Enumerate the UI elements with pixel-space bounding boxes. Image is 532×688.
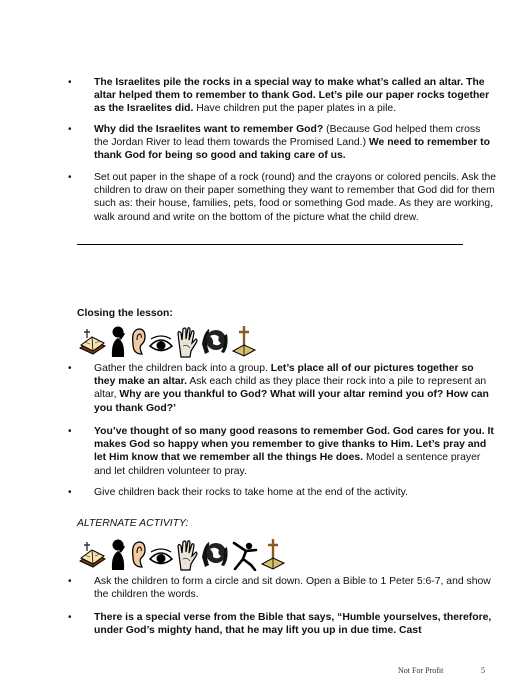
- praying-child-icon: [108, 324, 128, 358]
- ear-icon: [129, 324, 147, 358]
- bullet-text: [76, 362, 496, 415]
- bible-icon: [77, 537, 107, 571]
- bullet-dot: •: [68, 172, 72, 183]
- bible-icon: [77, 324, 107, 358]
- text-run: Give children back their rocks to take home at the end of the activity.: [94, 487, 408, 498]
- cross-bible-icon: [231, 324, 257, 358]
- text-run: Model a sentence prayer and let children volunteer to pray.: [94, 452, 481, 477]
- bullet-text: [76, 575, 496, 601]
- text-run: Set out paper in the shape of a rock (round) and the crayons or colored pencils. Ask the children to draw on their paper something they want to remember that God did for them such as: their house, families, pets, food or something God made. As they are working, walk around and write on the bottom of the picture what the child drew.: [94, 172, 497, 223]
- hands-globe-icon: [200, 537, 230, 571]
- bullet-item: [68, 486, 496, 499]
- bullet-dot: •: [68, 363, 72, 374]
- page-number: 5: [481, 666, 485, 675]
- bullet-text: [76, 76, 496, 116]
- bullet-dot: •: [68, 426, 72, 437]
- bullet-dot: •: [68, 612, 72, 623]
- text-run: Have children put the paper plates in a pile.: [193, 103, 397, 115]
- bullet-item: [68, 123, 496, 163]
- text-run: Ask the children to form a circle and sit down. Open a Bible to 1 Peter 5:6-7, and show the children the words.: [94, 576, 491, 601]
- bullet-item: [68, 171, 497, 224]
- bullet-item: [68, 575, 496, 601]
- horizontal-divider: [77, 244, 463, 245]
- hands-globe-icon: [200, 324, 230, 358]
- footer-note: Not For Profit: [398, 666, 444, 675]
- eye-icon: [148, 537, 174, 571]
- bullet-dot: •: [68, 77, 72, 88]
- hand-icon: [175, 537, 199, 571]
- bullet-item: [68, 425, 496, 478]
- text-run: Why did the Israelites want to remember God?: [94, 124, 324, 135]
- praying-child-icon: [108, 537, 128, 571]
- bullet-text: [76, 425, 496, 478]
- closing-heading: [77, 308, 173, 319]
- hand-icon: [175, 324, 199, 358]
- cross-bible-icon: [260, 537, 286, 571]
- bullet-dot: •: [68, 487, 72, 498]
- bullet-text: [76, 486, 496, 499]
- eye-icon: [148, 324, 174, 358]
- text-run: The Israelites pile the rocks in a special way to make what’s called an altar. The altar helped them to remember to thank God. Let’s pile our paper rocks together as the Israelites did.: [94, 77, 490, 115]
- text-run: Let’s place all of our pictures together so they make an altar.: [94, 363, 474, 388]
- text-run: We need to remember to thank God for being so good and taking care of us.: [94, 137, 490, 162]
- stretching-person-icon: [231, 537, 259, 571]
- text-run: Why are you thankful to God? What will your altar remind you of? How can you thank God?’: [94, 389, 489, 414]
- alternate-heading-text: ALTERNATE ACTIVITY:: [77, 518, 189, 529]
- text-run: You’ve thought of so many good reasons to remember God. God cares for you. It makes God so happy when you remember to give thanks to Him. Let’s pray and let Him know that we remember all the things He does.: [94, 426, 494, 464]
- closing-heading-text: Closing the lesson:: [77, 308, 173, 319]
- text-run: There is a special verse from the Bible that says, “Humble yourselves, therefore, under God’s mighty hand, that he may lift you up in due time. Cast: [94, 612, 492, 637]
- bullet-text: [76, 171, 496, 224]
- bullet-dot: •: [68, 576, 72, 587]
- text-run: Gather the children back into a group.: [94, 363, 271, 374]
- bullet-item: [68, 76, 496, 116]
- bullet-dot: •: [68, 124, 72, 135]
- ear-icon: [129, 537, 147, 571]
- text-run: (Because God helped them cross the Jordan River to lead them towards the Promised Land.): [94, 124, 481, 149]
- bullet-text: [76, 611, 496, 637]
- alternate-heading: [77, 518, 188, 529]
- bullet-item: [68, 362, 496, 415]
- alternate-icon-row: [77, 537, 286, 571]
- text-run: Ask each child as they place their rock into a pile to represent an altar,: [94, 376, 487, 401]
- bullet-item: [68, 611, 496, 637]
- closing-icon-row: [77, 324, 257, 358]
- bullet-text: [76, 123, 496, 163]
